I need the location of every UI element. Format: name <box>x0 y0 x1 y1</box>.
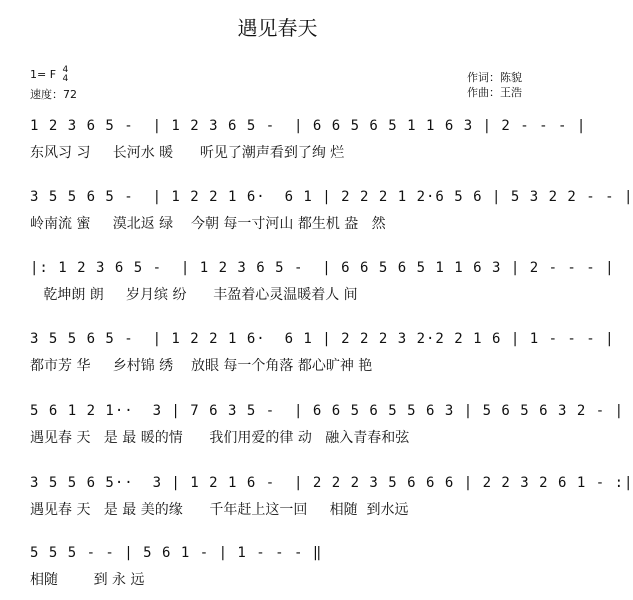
lyric-line: 乾坤朗 朗 岁月缤 纷 丰盈着心灵温暖着人 间 <box>30 287 358 303</box>
song-title: 遇见春天 <box>237 16 318 40</box>
tempo: 速度：72 <box>30 88 77 101</box>
time-signature-bottom: 4 <box>62 74 69 84</box>
time-signature-top: 4 <box>62 65 69 75</box>
lyric-line: 都市芳 华 乡村锦 绣 放眼 每一个角落 都心旷神 艳 <box>30 358 373 374</box>
key-signature <box>30 66 68 84</box>
notation-line: 3 5 5 6 5 - | 1 2 2 1 6· 6 1 | 2 2 2 1 2·6 5 6 | 5 3 2 2 - - | <box>30 189 633 205</box>
lyric-line: 岭南流 蜜 漠北返 绿 今朝 每一寸河山 都生机 盎 然 <box>30 216 386 232</box>
lyric-line: 相随 到 永 远 <box>30 572 145 588</box>
notation-line: 5 5 5 - - | 5 6 1 - | 1 - - - ‖ <box>30 545 323 561</box>
score-system-7 <box>30 540 530 596</box>
lyric-line: 遇见春 天 是 最 暖的情 我们用爱的律 动 融入青春和弦 <box>30 430 410 446</box>
score-system-3 <box>30 255 615 311</box>
notation-line: 3 5 5 6 5 - | 1 2 2 1 6· 6 1 | 2 2 2 3 2·2 2 1 6 | 1 - - - | <box>30 331 615 347</box>
notation-line: |: 1 2 3 6 5 - | 1 2 3 6 5 - | 6 6 5 6 5 1 1 6 3 | 2 - - - | <box>30 260 615 276</box>
score-system-4 <box>30 326 615 382</box>
lyricist: 作词：陈貌 <box>467 71 522 84</box>
notation-line: 5 6 1 2 1·· 3 | 7 6 3 5 - | 6 6 5 6 5 5 6 3 | 5 6 5 6 3 2 - | <box>30 403 625 419</box>
lyric-line: 遇见春 天 是 最 美的缘 千年赶上这一回 相随 到水远 <box>30 502 409 518</box>
score-system-2 <box>30 184 633 240</box>
composer: 作曲：王浩 <box>467 86 522 99</box>
lyric-line: 东风习 习 长河水 暖 听见了潮声看到了绚 烂 <box>30 145 345 161</box>
score-system-6 <box>30 470 633 526</box>
time-signature <box>63 66 69 84</box>
score-system-1 <box>30 113 587 169</box>
credits <box>467 70 522 100</box>
score-system-5 <box>30 398 625 454</box>
key-label: 1= F <box>30 68 57 81</box>
notation-line: 3 5 5 6 5·· 3 | 1 2 1 6 - | 2 2 2 3 5 6 6 6 | 2 2 3 2 6 1 - :| <box>30 475 633 491</box>
notation-line: 1 2 3 6 5 - | 1 2 3 6 5 - | 6 6 5 6 5 1 1 6 3 | 2 - - - | <box>30 118 587 134</box>
